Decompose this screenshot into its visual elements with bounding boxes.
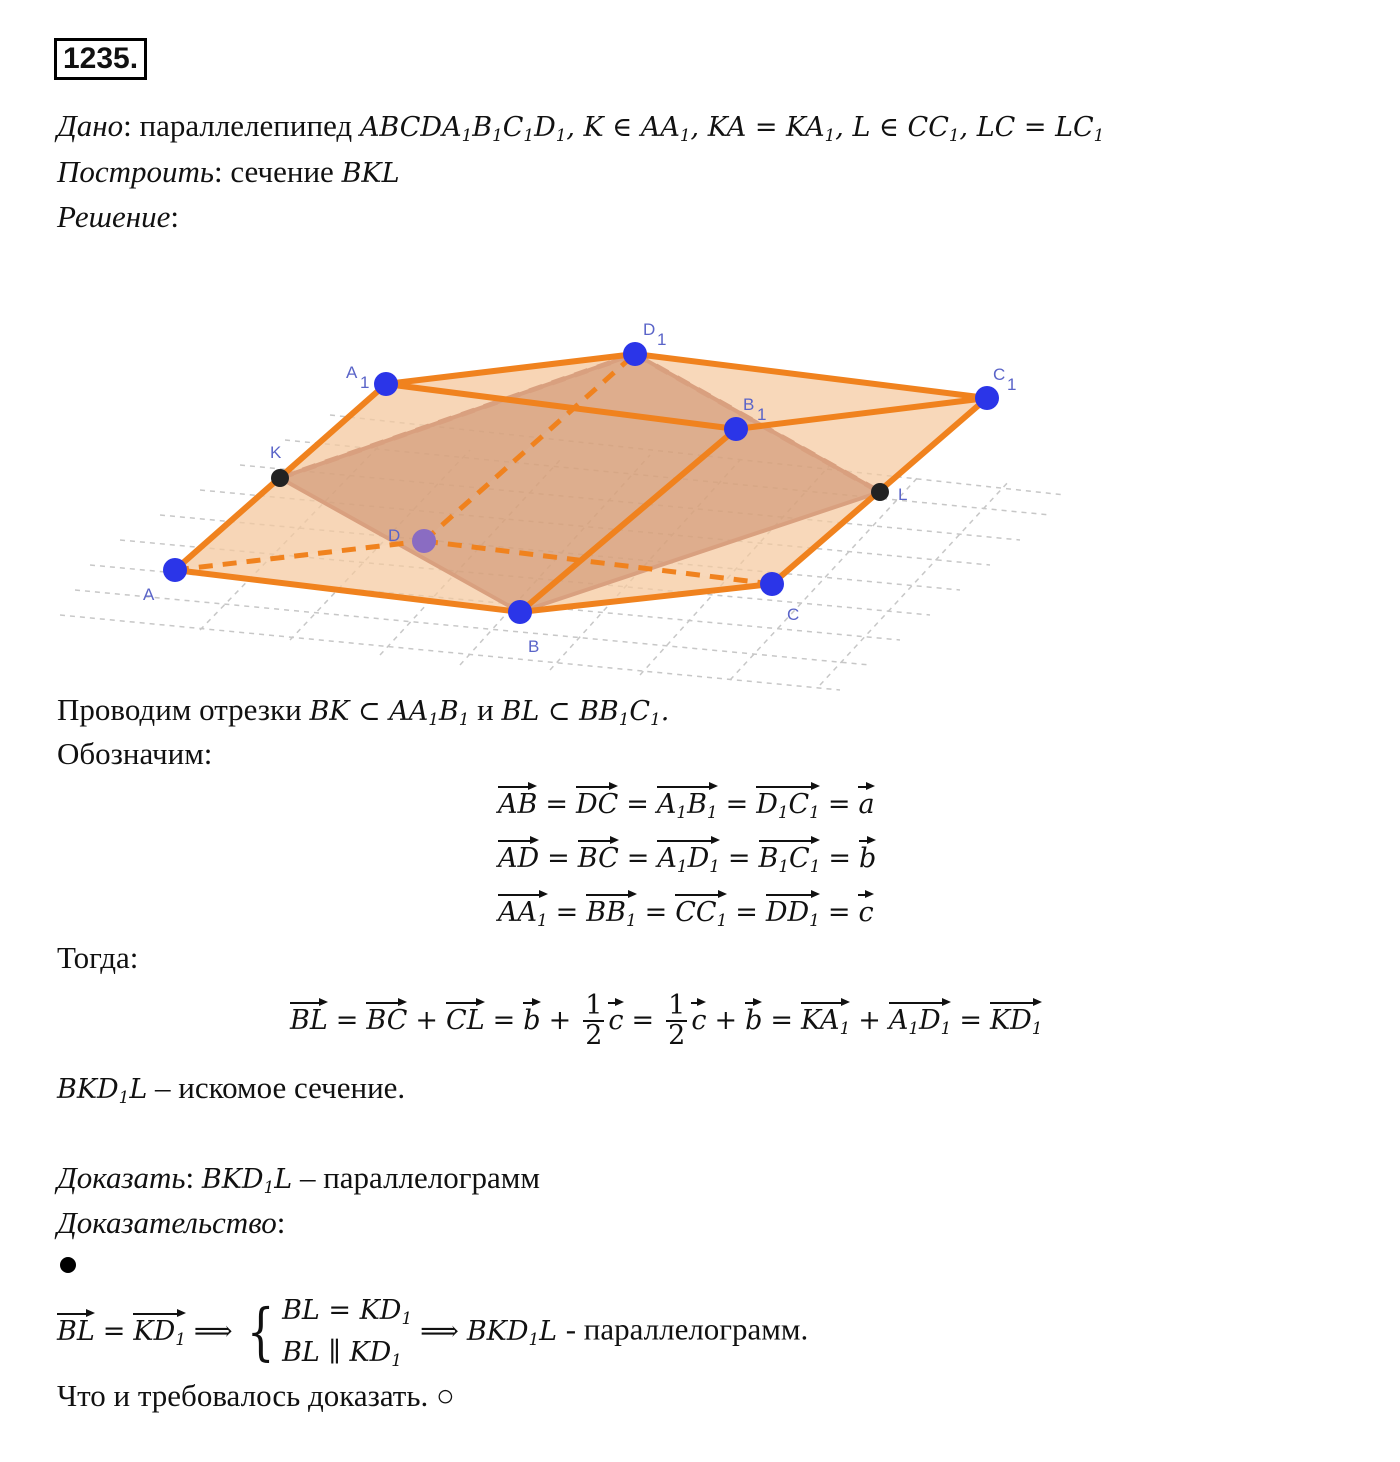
problem-number: 1235. [54,38,147,80]
point-k [271,469,289,487]
equation-bl: BL = BC + CL = b + $\frac{1}{2}$ c = $\frac{1}{2}$ $c + b = KA_1 + A_1D_1 = KD_1$ [290,990,1043,1052]
denote-line: Обозначим: [57,736,213,771]
draw-segments-line: Проводим отрезки BK ⊂ $AA_1B_1$ и BL ⊂ $BB_1C_1$. [57,692,670,730]
point-l [871,483,889,501]
construct-section: BKL [341,158,400,189]
parallelepiped-figure [0,0,1400,700]
svg-text:1: 1 [1007,375,1017,394]
svg-text:1: 1 [360,373,370,392]
svg-text:B: B [743,395,755,414]
result-line: $BKD_1L$ – искомое сечение. [57,1070,406,1108]
svg-text:C: C [787,605,800,624]
qed-line: Что и требовалось доказать. ○ [57,1378,455,1413]
solution-line: Решение: [57,199,179,234]
vertex-c [760,572,784,596]
svg-text:C: C [993,365,1006,384]
construct-label: Построить [57,154,215,189]
construct-line: Построить: сечение BKL [57,154,400,189]
equation-a: AB = DC = $A_1B_1 = D_1C_1 = a$ [498,782,875,827]
bullet [60,1257,76,1273]
proof-equation: BL = $KD_1$ ⟹ { BL = $KD_1$ BL ∥ $KD_1$ ⟹ $BKD_1L$ - параллелограмм. [57,1295,809,1371]
svg-text:1: 1 [657,330,667,349]
given-label: Дано [57,108,124,143]
given-line: Дано: параллелепипед $ABCDA_1B_1C_1D_1$, K ∈ $AA_1$, KA = $KA_1$, L ∈ $CC_1$, LC = $LC_1$ [57,108,1105,146]
vertex-c1 [975,386,999,410]
svg-text:D: D [388,526,401,545]
svg-text:A: A [143,585,155,604]
svg-text:L: L [898,485,908,504]
equation-c: $AA_1 = BB_1 = CC_1 = DD_1 = c$ [498,890,874,935]
svg-text:K: K [270,443,282,462]
proof-label-line: Доказательство: [57,1205,286,1240]
vertex-a1 [374,372,398,396]
vertex-d1 [623,342,647,366]
equation-b: AD = BC = $A_1D_1 = B_1C_1 = b$ [498,836,876,881]
vertex-d [412,529,436,553]
svg-text:A: A [346,363,358,382]
vertex-a [163,558,187,582]
solution-label: Решение [57,199,171,234]
vertex-b1 [724,417,748,441]
given-figure: $ABCDA_1B_1C_1D_1$, K ∈ $AA_1$, KA = $KA_1$, L ∈ $CC_1$, LC = $LC_1$ [359,112,1105,146]
vertex-b [508,600,532,624]
svg-text:D: D [643,320,656,339]
then-line: Тогда: [57,940,139,975]
prove-line: Доказать: $BKD_1L$ – параллелограмм [57,1160,540,1198]
svg-text:B: B [528,637,540,656]
svg-text:1: 1 [757,405,767,424]
construct-text: сечение [230,154,334,189]
given-text: параллелепипед [139,108,353,143]
